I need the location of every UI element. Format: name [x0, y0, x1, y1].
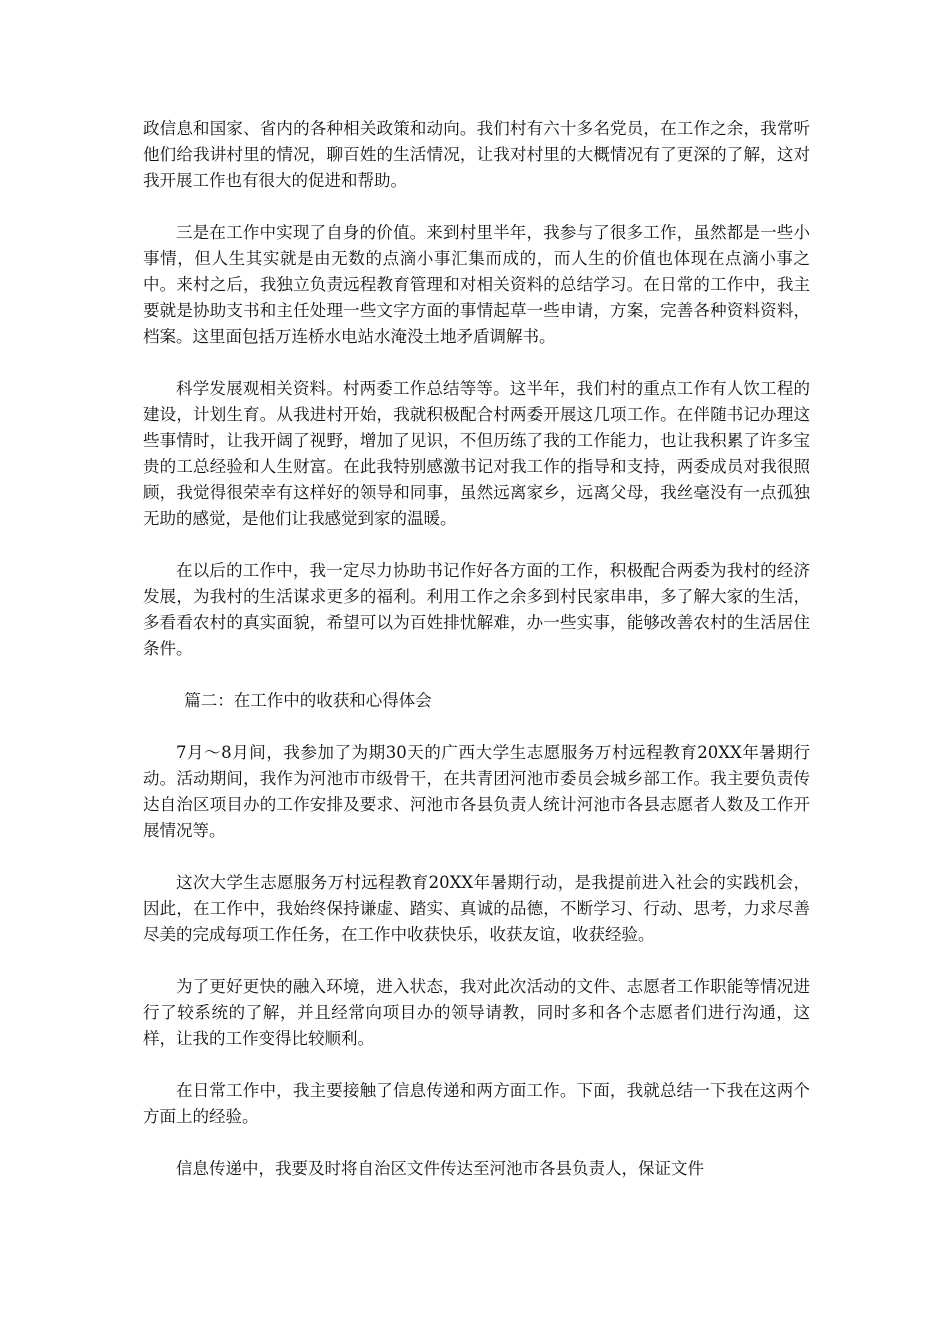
- paragraph-1: 政信息和国家、省内的各种相关政策和动向。我们村有六十多名党员，在工作之余，我常听他们给我讲村里的情况，聊百姓的生活情况，让我对村里的大概情况有了更深的了解，这对我开展工作也有很大的促进和帮助。: [143, 119, 810, 190]
- document-body: [143, 116, 810, 1208]
- paragraph-9: 信息传递中，我要及时将自治区文件传达至河池市各县负责人，保证文件: [176, 1159, 704, 1178]
- paragraph-5: 7月～8月间，我参加了为期30天的广西大学生志愿服务万村远程教育20XX年暑期行动。活动期间，我作为河池市市级骨干，在共青团河池市委员会城乡部工作。我主要负责传达自治区项目办的工作安排及要求、河池市各县负责人统计河池市各县志愿者人数及工作开展情况等。: [143, 743, 810, 840]
- paragraph-3: 科学发展观相关资料。村两委工作总结等等。这半年，我们村的重点工作有人饮工程的建设，计划生育。从我进村开始，我就积极配合村两委开展这几项工作。在伴随书记办理这些事情时，让我开阔了视野，增加了见识，不但历练了我的工作能力，也让我积累了许多宝贵的工总经验和人生财富。在此我特别感激书记对我工作的指导和支持，两委成员对我很照顾，我觉得很荣幸有这样好的领导和同事，虽然远离家乡，远离父母，我丝毫没有一点孤独无助的感觉，是他们让我感觉到家的温暖。: [143, 379, 810, 528]
- paragraph-7: 为了更好更快的融入环境，进入状态，我对此次活动的文件、志愿者工作职能等情况进行了较系统的了解，并且经常向项目办的领导请教，同时多和各个志愿者们进行沟通，这样，让我的工作变得比较顺利。: [143, 977, 810, 1048]
- section-heading: 篇二：在工作中的收获和心得体会: [184, 691, 432, 710]
- paragraph-2: 三是在工作中实现了自身的价值。来到村里半年，我参与了很多工作，虽然都是一些小事情，但人生其实就是由无数的点滴小事汇集而成的，而人生的价值也体现在点滴小事之中。来村之后，我独立负责远程教育管理和对相关资料的总结学习。在日常的工作中，我主要就是协助支书和主任处理一些文字方面的事情起草一些申请，方案，完善各种资料资料，档案。这里面包括万连桥水电站水淹没土地矛盾调解书。: [143, 223, 810, 346]
- paragraph-6: 这次大学生志愿服务万村远程教育20XX年暑期行动，是我提前进入社会的实践机会，因此，在工作中，我始终保持谦虚、踏实、真诚的品德，不断学习、行动、思考，力求尽善尽美的完成每项工作任务，在工作中收获快乐，收获友谊，收获经验。: [143, 873, 810, 944]
- paragraph-8: 在日常工作中，我主要接触了信息传递和两方面工作。下面，我就总结一下我在这两个方面上的经验。: [143, 1081, 810, 1126]
- paragraph-4: 在以后的工作中，我一定尽力协助书记作好各方面的工作，积极配合两委为我村的经济发展，为我村的生活谋求更多的福利。利用工作之余多到村民家串串，多了解大家的生活，多看看农村的真实面貌，希望可以为百姓排忧解难，办一些实事，能够改善农村的生活居住条件。: [143, 561, 810, 658]
